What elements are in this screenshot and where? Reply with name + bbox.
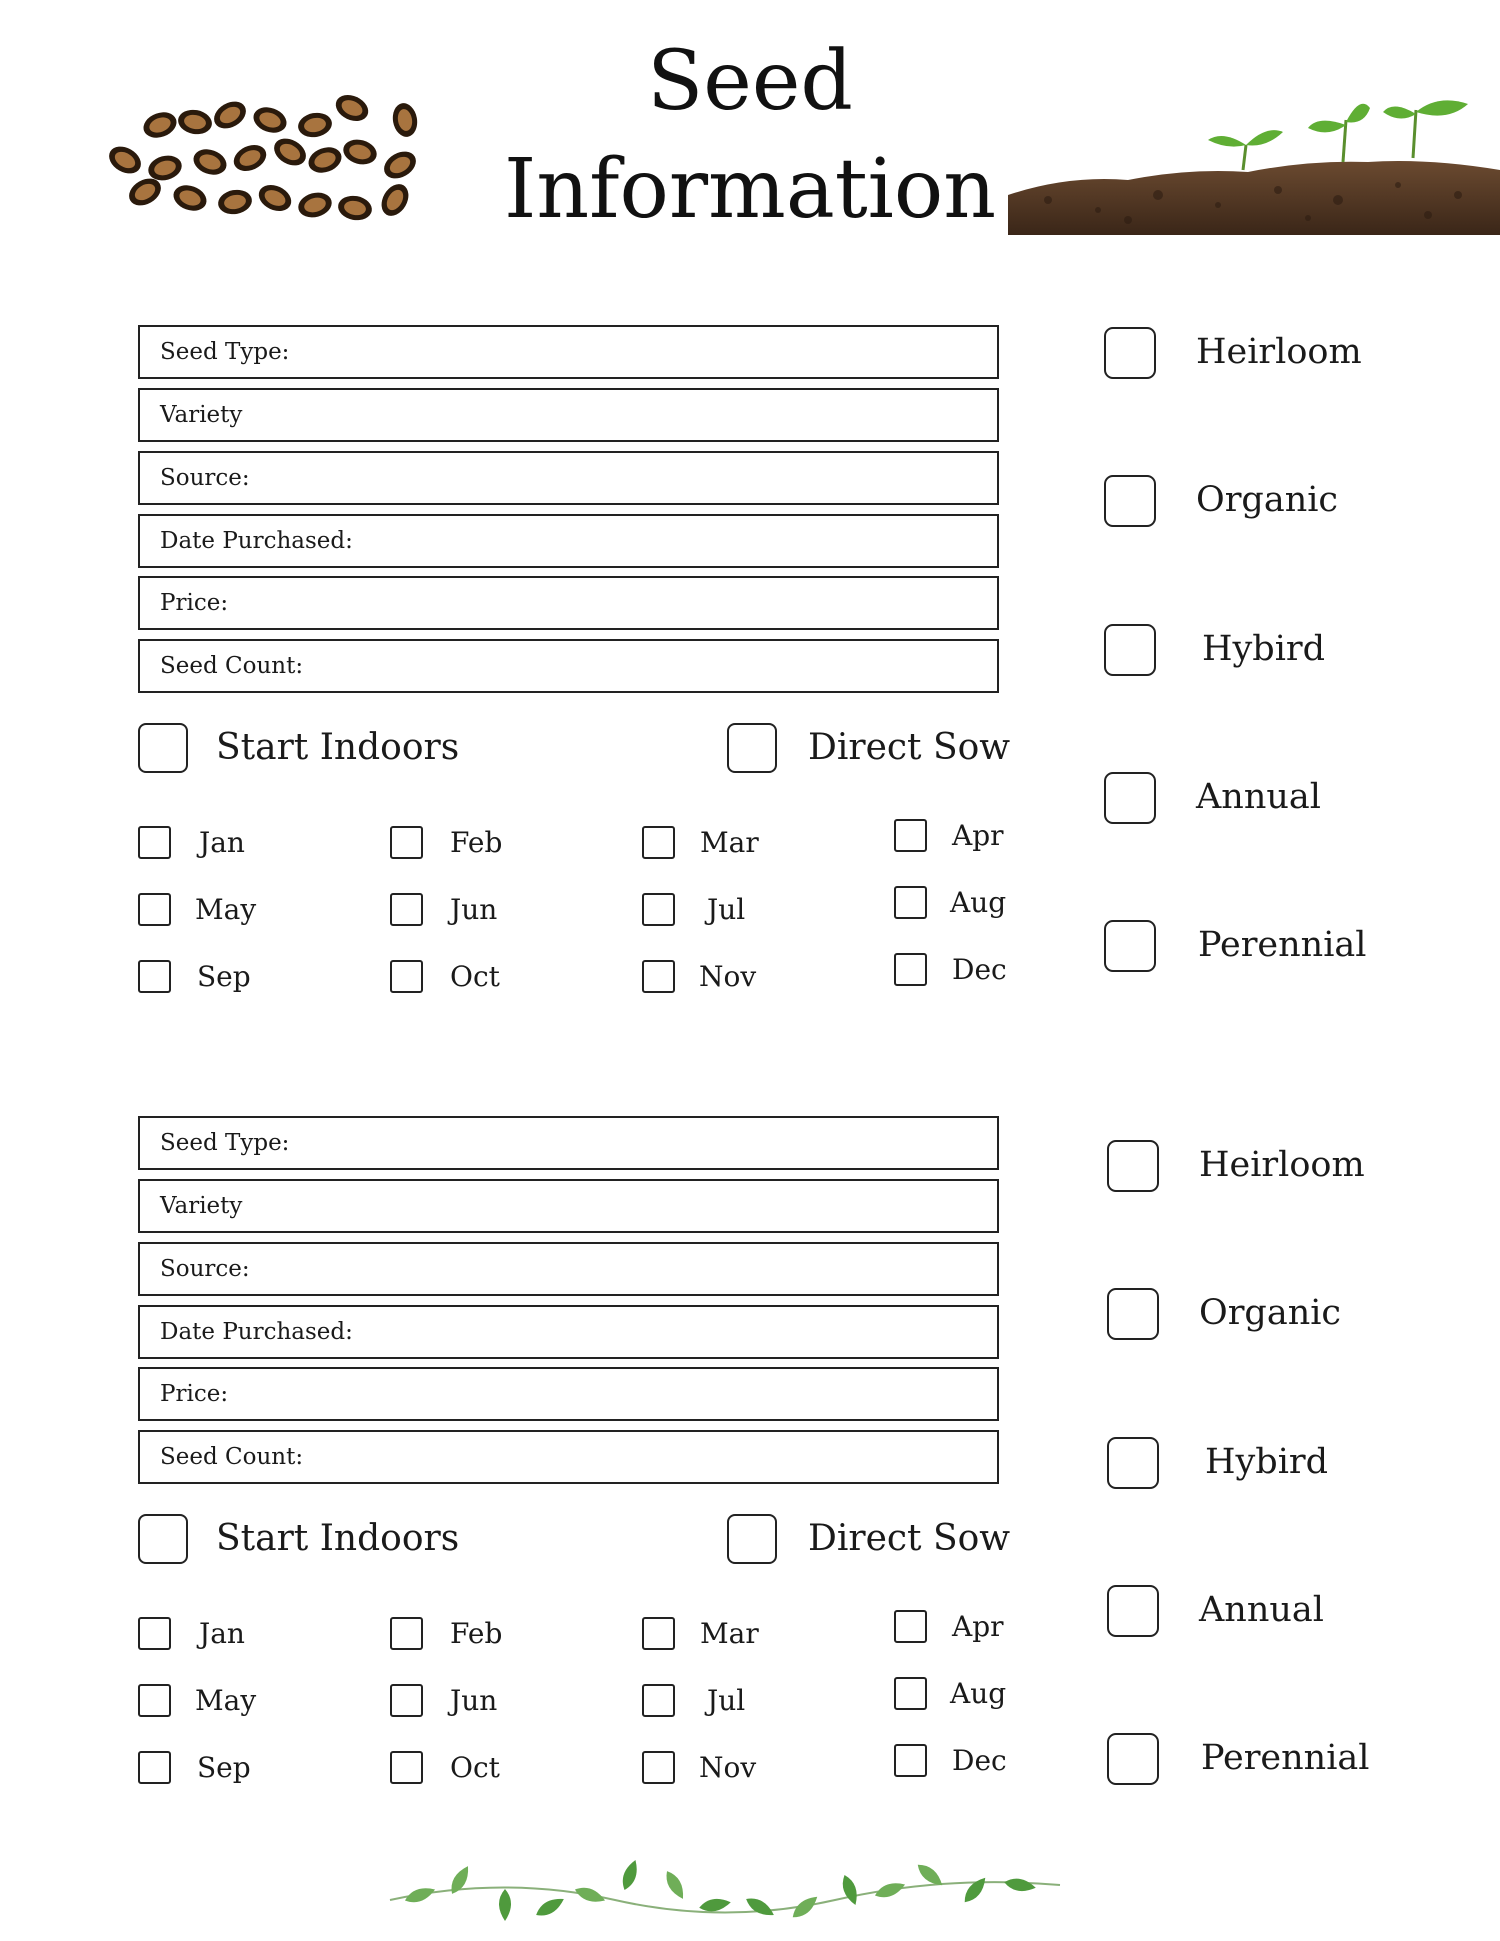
heirloom-checkbox[interactable] <box>1104 327 1156 379</box>
seed-count-label: Seed Count: <box>160 653 304 679</box>
title-line-2: Information <box>503 142 997 237</box>
seed-entry-2 <box>0 791 1500 1784</box>
heirloom-label: Heirloom <box>1199 1145 1365 1185</box>
direct-sow-checkbox[interactable] <box>727 723 777 773</box>
direct-sow-label: Direct Sow <box>808 1518 1011 1559</box>
month-jun-label: Jun <box>450 893 498 926</box>
month-sep-label: Sep <box>197 1751 251 1784</box>
price-label: Price: <box>160 590 229 616</box>
month-apr-label: Apr <box>952 819 1004 852</box>
start-indoors-label: Start Indoors <box>216 727 460 768</box>
seed-count-label: Seed Count: <box>160 1444 304 1470</box>
month-oct-checkbox[interactable] <box>390 1751 423 1784</box>
annual-label: Annual <box>1199 1590 1324 1630</box>
month-jun-checkbox[interactable] <box>390 1684 423 1717</box>
month-aug-checkbox[interactable] <box>894 1677 927 1710</box>
price-field[interactable] <box>138 576 999 630</box>
seed-type-label: Seed Type: <box>160 339 290 365</box>
month-oct-label: Oct <box>450 960 500 993</box>
start-indoors-checkbox[interactable] <box>138 1514 188 1564</box>
month-oct-label: Oct <box>450 1751 500 1784</box>
perennial-label: Perennial <box>1198 925 1367 965</box>
month-aug-label: Aug <box>950 886 1007 919</box>
month-jul-checkbox[interactable] <box>642 1684 675 1717</box>
month-sep-label: Sep <box>197 960 251 993</box>
hybird-label: Hybird <box>1202 629 1326 669</box>
date-purchased-label: Date Purchased: <box>160 528 353 554</box>
month-nov-label: Nov <box>699 1751 757 1784</box>
organic-checkbox[interactable] <box>1107 1288 1159 1340</box>
start-indoors-label: Start Indoors <box>216 1518 460 1559</box>
month-feb-label: Feb <box>450 1617 503 1650</box>
month-may-label: May <box>195 1684 257 1717</box>
month-feb-checkbox[interactable] <box>390 1617 423 1650</box>
variety-field[interactable] <box>138 388 999 442</box>
seed-type-field[interactable] <box>138 1116 999 1170</box>
hybird-label: Hybird <box>1205 1442 1329 1482</box>
hybird-checkbox[interactable] <box>1104 624 1156 676</box>
month-nov-checkbox[interactable] <box>642 1751 675 1784</box>
direct-sow-label: Direct Sow <box>808 727 1011 768</box>
month-nov-label: Nov <box>699 960 757 993</box>
source-field[interactable] <box>138 1242 999 1296</box>
source-label: Source: <box>160 465 250 491</box>
direct-sow-checkbox[interactable] <box>727 1514 777 1564</box>
month-jan-checkbox[interactable] <box>138 1617 171 1650</box>
month-jan-label: Jan <box>199 1617 245 1650</box>
annual-checkbox[interactable] <box>1107 1585 1159 1637</box>
annual-label: Annual <box>1196 777 1321 817</box>
month-mar-label: Mar <box>700 826 759 859</box>
month-feb-label: Feb <box>450 826 503 859</box>
date-purchased-field[interactable] <box>138 1305 999 1359</box>
seed-type-field[interactable] <box>138 325 999 379</box>
variety-field[interactable] <box>138 1179 999 1233</box>
month-apr-label: Apr <box>952 1610 1004 1643</box>
date-purchased-label: Date Purchased: <box>160 1319 353 1345</box>
month-mar-label: Mar <box>700 1617 759 1650</box>
organic-label: Organic <box>1196 480 1339 520</box>
month-sep-checkbox[interactable] <box>138 1751 171 1784</box>
source-label: Source: <box>160 1256 250 1282</box>
seed-count-field[interactable] <box>138 1430 999 1484</box>
organic-checkbox[interactable] <box>1104 475 1156 527</box>
month-jun-label: Jun <box>450 1684 498 1717</box>
organic-label: Organic <box>1199 1293 1342 1333</box>
hybird-checkbox[interactable] <box>1107 1437 1159 1489</box>
month-jul-label: Jul <box>707 893 746 926</box>
month-jul-label: Jul <box>707 1684 746 1717</box>
variety-label: Variety <box>160 1193 243 1219</box>
month-dec-label: Dec <box>952 953 1007 986</box>
month-may-checkbox[interactable] <box>138 1684 171 1717</box>
date-purchased-field[interactable] <box>138 514 999 568</box>
price-label: Price: <box>160 1381 229 1407</box>
month-mar-checkbox[interactable] <box>642 1617 675 1650</box>
perennial-checkbox[interactable] <box>1107 1733 1159 1785</box>
month-jan-label: Jan <box>199 826 245 859</box>
start-indoors-checkbox[interactable] <box>138 723 188 773</box>
heirloom-label: Heirloom <box>1196 332 1362 372</box>
variety-label: Variety <box>160 402 243 428</box>
source-field[interactable] <box>138 451 999 505</box>
seed-count-field[interactable] <box>138 639 999 693</box>
month-dec-checkbox[interactable] <box>894 1744 927 1777</box>
heirloom-checkbox[interactable] <box>1107 1140 1159 1192</box>
seed-type-label: Seed Type: <box>160 1130 290 1156</box>
month-may-label: May <box>195 893 257 926</box>
month-aug-label: Aug <box>950 1677 1007 1710</box>
price-field[interactable] <box>138 1367 999 1421</box>
perennial-label: Perennial <box>1201 1738 1370 1778</box>
title-line-1: Seed <box>647 34 853 129</box>
leafy-vine-decoration <box>385 1845 1065 1941</box>
month-apr-checkbox[interactable] <box>894 1610 927 1643</box>
month-dec-label: Dec <box>952 1744 1007 1777</box>
